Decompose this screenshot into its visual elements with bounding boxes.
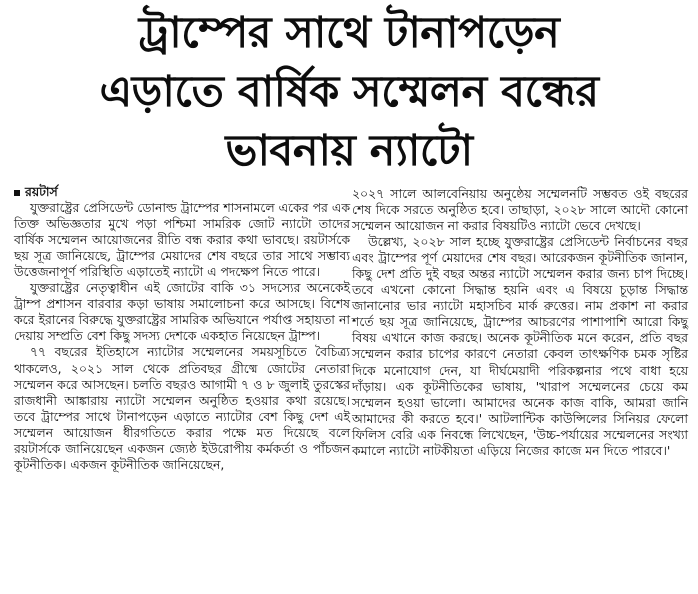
headline-line-2: এড়াতে বার্ষিক সম্মেলন বন্ধের xyxy=(99,67,599,117)
byline xyxy=(14,184,350,200)
paragraph: যুক্তরাষ্ট্রের নেতৃত্বাধীন এই জোটের বাকি ৩১ সদস্যের অনেকেই ট্রাম্প প্রশাসন বারবার কড়া ভাষায় সমালোচনা করে আসছে। বিশেষ করে ইরানের বিরুদ্ধে যুক্তরাষ্ট্রের সামরিক অভিযানে পর্যাপ্ত সহায়তা না দেয়ায় সম্প্রতি বেশ কিছু সদস্য দেশকে একহাত নিয়েছেন ট্রাম্প। xyxy=(14,280,350,344)
headline xyxy=(0,4,698,181)
article-column-right xyxy=(352,186,688,459)
headline-line-3: ভাবনায় ন্যাটো xyxy=(225,126,473,176)
headline-line-1: ট্রাম্পের সাথে টানাপড়েন xyxy=(138,8,560,58)
article-column-left xyxy=(14,184,350,473)
byline-text: রয়টার্স xyxy=(25,184,58,199)
paragraph: যুক্তরাষ্ট্রের প্রেসিডেন্ট ডোনাল্ড ট্রাম্পের শাসনামলে একের পর এক তিক্ত অভিজ্ঞতার মুখে পড়া পশ্চিমা সামরিক জোট ন্যাটো তাদের বার্ষিক সম্মেলন আয়োজনের রীতি বন্ধ করার কথা ভাবছে। রয়টার্সকে ছয় সূত্র জানিয়েছে, ট্রাম্পের মেয়াদের শেষ বছরে তার সাথে সম্ভাব্য উত্তেজনাপূর্ণ পরিস্থিতি এড়াতেই ন্যাটো এ পদক্ষেপ নিতে পারে। xyxy=(14,200,350,280)
paragraph: ২০২৭ সালে আলবেনিয়ায় অনুষ্ঠেয় সম্মেলনটি সম্ভবত ওই বছরের শেষ দিকে সরতে অনুষ্ঠিত হবে। তাছাড়া, ২০২৮ সালে আদৌ কোনো সম্মেলন আয়োজন না করার বিষয়টিও ন্যাটো ভেবে দেখছে। xyxy=(352,186,688,234)
paragraph: ৭৭ বছরের ইতিহাসে ন্যাটোর সম্মেলনের সময়সূচিতে বৈচিত্র্য থাকলেও, ২০২১ সাল থেকে প্রতিবছর গ্রীষ্মে জোটের নেতারা সম্মেলন করে আসছেন। চলতি বছরও আগামী ৭ ও ৮ জুলাই তুরস্কের রাজধানী আঙ্কারায় ন্যাটো সম্মেলন অনুষ্ঠিত হওয়ার কথা রয়েছে। তবে ট্রাম্পের সাথে টানাপড়েন এড়াতে ন্যাটোর বেশ কিছু দেশ এই সম্মেলন আয়োজন ধীরগতিতে করার পক্ষে মত দিয়েছে বলে রয়টার্সকে জানিয়েছেন একজন জ্যেষ্ঠ ইউরোপীয় কর্মকর্তা ও পাঁচজন কূটনীতিক। একজন কূটনীতিক জানিয়েছেন, xyxy=(14,344,350,472)
paragraph: উল্লেখ্য, ২০২৮ সাল হচ্ছে যুক্তরাষ্ট্রের প্রেসিডেন্ট নির্বাচনের বছর এবং ট্রাম্পের পূর্ণ মেয়াদের শেষ বছর। আরেকজন কূটনীতিক জানান, কিছু দেশ প্রতি দুই বছর অন্তর ন্যাটো সম্মেলন করার জন্য চাপ দিচ্ছে। তবে এখনো কোনো সিদ্ধান্ত হয়নি এবং এ বিষয়ে চূড়ান্ত সিদ্ধান্ত জানানোর ভার ন্যাটো মহাসচিব মার্ক রুত্তের। নাম প্রকাশ না করার শর্তে ছয় সূত্র জানিয়েছে, ট্রাম্পের আচরণের পাশাপাশি আরো কিছু বিষয় এখানে কাজ করছে। অনেক কূটনীতিক মনে করেন, প্রতি বছর সম্মেলন করার চাপের কারণে নেতারা কেবল তাৎক্ষণিক চমক সৃষ্টির দিকে মনোযোগ দেন, যা দীর্ঘমেয়াদী পরিকল্পনার পথে বাধা হয়ে দাঁড়ায়। এক কূটনীতিকের ভাষায়, 'খারাপ সম্মেলনের চেয়ে কম সম্মেলন হওয়া ভালো। আমাদের অনেক কাজ বাকি, আমরা জানি আমাদের কী করতে হবে।' আটলান্টিক কাউন্সিলের সিনিয়র ফেলো ফিলিস বেরি এক নিবন্ধে লিখেছেন, 'উচ্চ-পর্যায়ের সম্মেলনের সংখ্যা কমালে ন্যাটো নাটকীয়তা এড়িয়ে নিজের কাজে মন দিতে পারবে।' xyxy=(352,234,688,458)
bullet-icon xyxy=(14,190,20,196)
